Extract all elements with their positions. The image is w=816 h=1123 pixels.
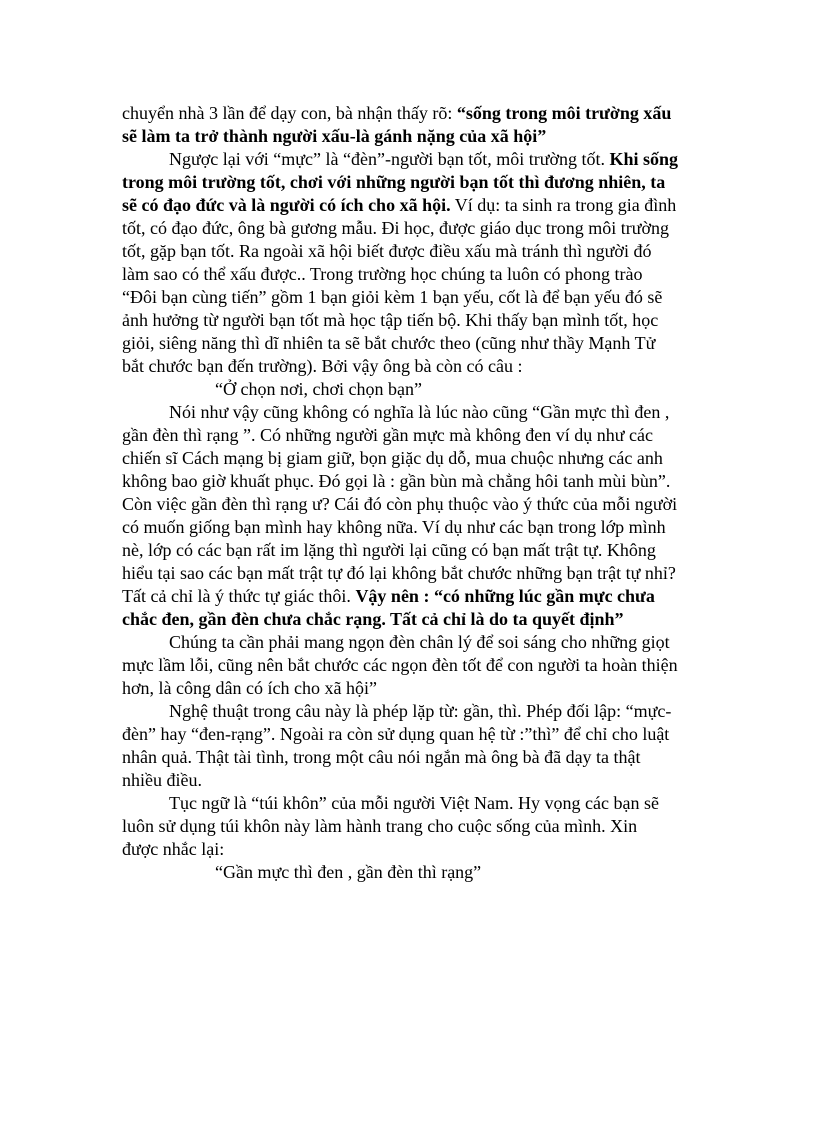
text-run: ảnh hưởng từ người bạn tốt mà học tập tiến bộ. Khi thấy bạn mình tốt, học: [122, 310, 659, 330]
text-line: [122, 677, 698, 700]
text-run: Ngược lại với “mực” là “đèn”-người bạn tốt, môi trường tốt.: [169, 149, 610, 169]
text-line: [122, 815, 698, 838]
text-line: [122, 286, 698, 309]
text-line: [122, 309, 698, 332]
text-line: [122, 401, 698, 424]
text-run: chuyển nhà 3 lần để dạy con, bà nhận thấy rõ:: [122, 103, 457, 123]
bold-text: chắc đen, gần đèn chưa chắc rạng. Tất cả chỉ là do ta quyết định”: [122, 609, 624, 629]
text-run: nhiều điều.: [122, 770, 202, 790]
text-run: bắt chước bạn đến trường). Bởi vậy ông bà còn có câu :: [122, 356, 523, 376]
bold-text: sẽ có đạo đức và là người có ích cho xã hội.: [122, 195, 451, 215]
text-line: [122, 769, 698, 792]
text-line: [122, 240, 698, 263]
text-line: [122, 355, 698, 378]
text-line: [122, 263, 698, 286]
text-run: tốt, gặp bạn tốt. Ra ngoài xã hội biết được điều xấu mà tránh thì người đó: [122, 241, 652, 261]
text-run: nè, lớp có các bạn rất im lặng thì người lại cũng có bạn mất trật tự. Không: [122, 540, 656, 560]
text-line: [122, 539, 698, 562]
bold-text: Vậy nên : “có những lúc gần mực chưa: [355, 586, 655, 606]
text-run: làm sao có thể xấu được.. Trong trường học chúng ta luôn có phong trào: [122, 264, 643, 284]
bold-text: Khi sống: [609, 149, 679, 169]
text-line: [122, 332, 698, 355]
text-line: [122, 631, 698, 654]
text-line: [122, 723, 698, 746]
bold-text: trong môi trường tốt, chơi với những người bạn tốt thì đương nhiên, ta: [122, 172, 666, 192]
text-line: [122, 562, 698, 585]
text-line: [122, 838, 698, 861]
text-run: không bao giờ khuất phục. Đó gọi là : gần bùn mà chẳng hôi tanh mùi bùn”.: [122, 471, 671, 491]
text-run: “Đôi bạn cùng tiến” gồm 1 bạn giỏi kèm 1 bạn yếu, cốt là để bạn yếu đó sẽ: [122, 287, 663, 307]
text-line: [122, 608, 698, 631]
text-line: [122, 516, 698, 539]
text-run: Tục ngữ là “túi khôn” của mỗi người Việt Nam. Hy vọng các bạn sẽ: [169, 793, 659, 813]
text-line: [122, 447, 698, 470]
bold-text: “sống trong môi trường xấu: [456, 103, 672, 123]
text-line: [122, 217, 698, 240]
quote-line: [122, 861, 698, 884]
text-line: [122, 148, 698, 171]
text-run: Nghệ thuật trong câu này là phép lặp từ: gần, thì. Phép đối lập: “mực-: [169, 701, 672, 721]
text-line: [122, 470, 698, 493]
text-run: hiểu tại sao các bạn mất trật tự đó lại không bắt chước những bạn trật tự nhỉ?: [122, 563, 676, 583]
text-run: đèn” hay “đen-rạng”. Ngoài ra còn sử dụng quan hệ từ :”thì” để chỉ cho luật: [122, 724, 670, 744]
text-run: luôn sử dụng túi khôn này làm hành trang cho cuộc sống của mình. Xin: [122, 816, 638, 836]
text-line: [122, 194, 698, 217]
document-body: [122, 102, 698, 884]
text-run: Tất cả chỉ là ý thức tự giác thôi.: [122, 586, 356, 606]
text-run: chiến sĩ Cách mạng bị giam giữ, bọn giặc dụ dỗ, mua chuộc nhưng các anh: [122, 448, 663, 468]
text-run: có muốn giống bạn mình hay không nữa. Ví dụ như các bạn trong lớp mình: [122, 517, 666, 537]
text-line: [122, 746, 698, 769]
text-line: [122, 585, 698, 608]
text-run: “Gần mực thì đen , gần đèn thì rạng”: [215, 862, 482, 882]
text-line: [122, 792, 698, 815]
text-run: “Ở chọn nơi, chơi chọn bạn”: [215, 379, 422, 399]
text-run: Còn việc gần đèn thì rạng ư? Cái đó còn phụ thuộc vào ý thức của mỗi người: [122, 494, 678, 514]
text-line: [122, 171, 698, 194]
text-run: Nói như vậy cũng không có nghĩa là lúc nào cũng “Gần mực thì đen ,: [169, 402, 670, 422]
text-line: [122, 493, 698, 516]
text-run: Ví dụ: ta sinh ra trong gia đình: [450, 195, 677, 215]
quote-line: [122, 378, 698, 401]
text-run: giỏi, siêng năng thì dĩ nhiên ta sẽ bắt chước theo (cũng như thầy Mạnh Tử: [122, 333, 656, 353]
text-run: mực lầm lỗi, cũng nên bắt chước các ngọn đèn tốt để con người ta hoàn thiện: [122, 655, 678, 675]
text-line: [122, 424, 698, 447]
bold-text: sẽ làm ta trở thành người xấu-là gánh nặng của xã hội”: [122, 126, 547, 146]
text-run: gần đèn thì rạng ”. Có những người gần mực mà không đen ví dụ như các: [122, 425, 653, 445]
text-line: [122, 700, 698, 723]
text-run: Chúng ta cần phải mang ngọn đèn chân lý để soi sáng cho những giọt: [169, 632, 670, 652]
text-run: tốt, có đạo đức, ông bà gương mẫu. Đi học, được giáo dục trong môi trường: [122, 218, 669, 238]
text-line: [122, 125, 698, 148]
text-run: được nhắc lại:: [122, 839, 225, 859]
text-run: nhân quả. Thật tài tình, trong một câu nói ngắn mà ông bà đã dạy ta thật: [122, 747, 641, 767]
text-run: hơn, là công dân có ích cho xã hội”: [122, 678, 377, 698]
text-line: [122, 102, 698, 125]
text-line: [122, 654, 698, 677]
